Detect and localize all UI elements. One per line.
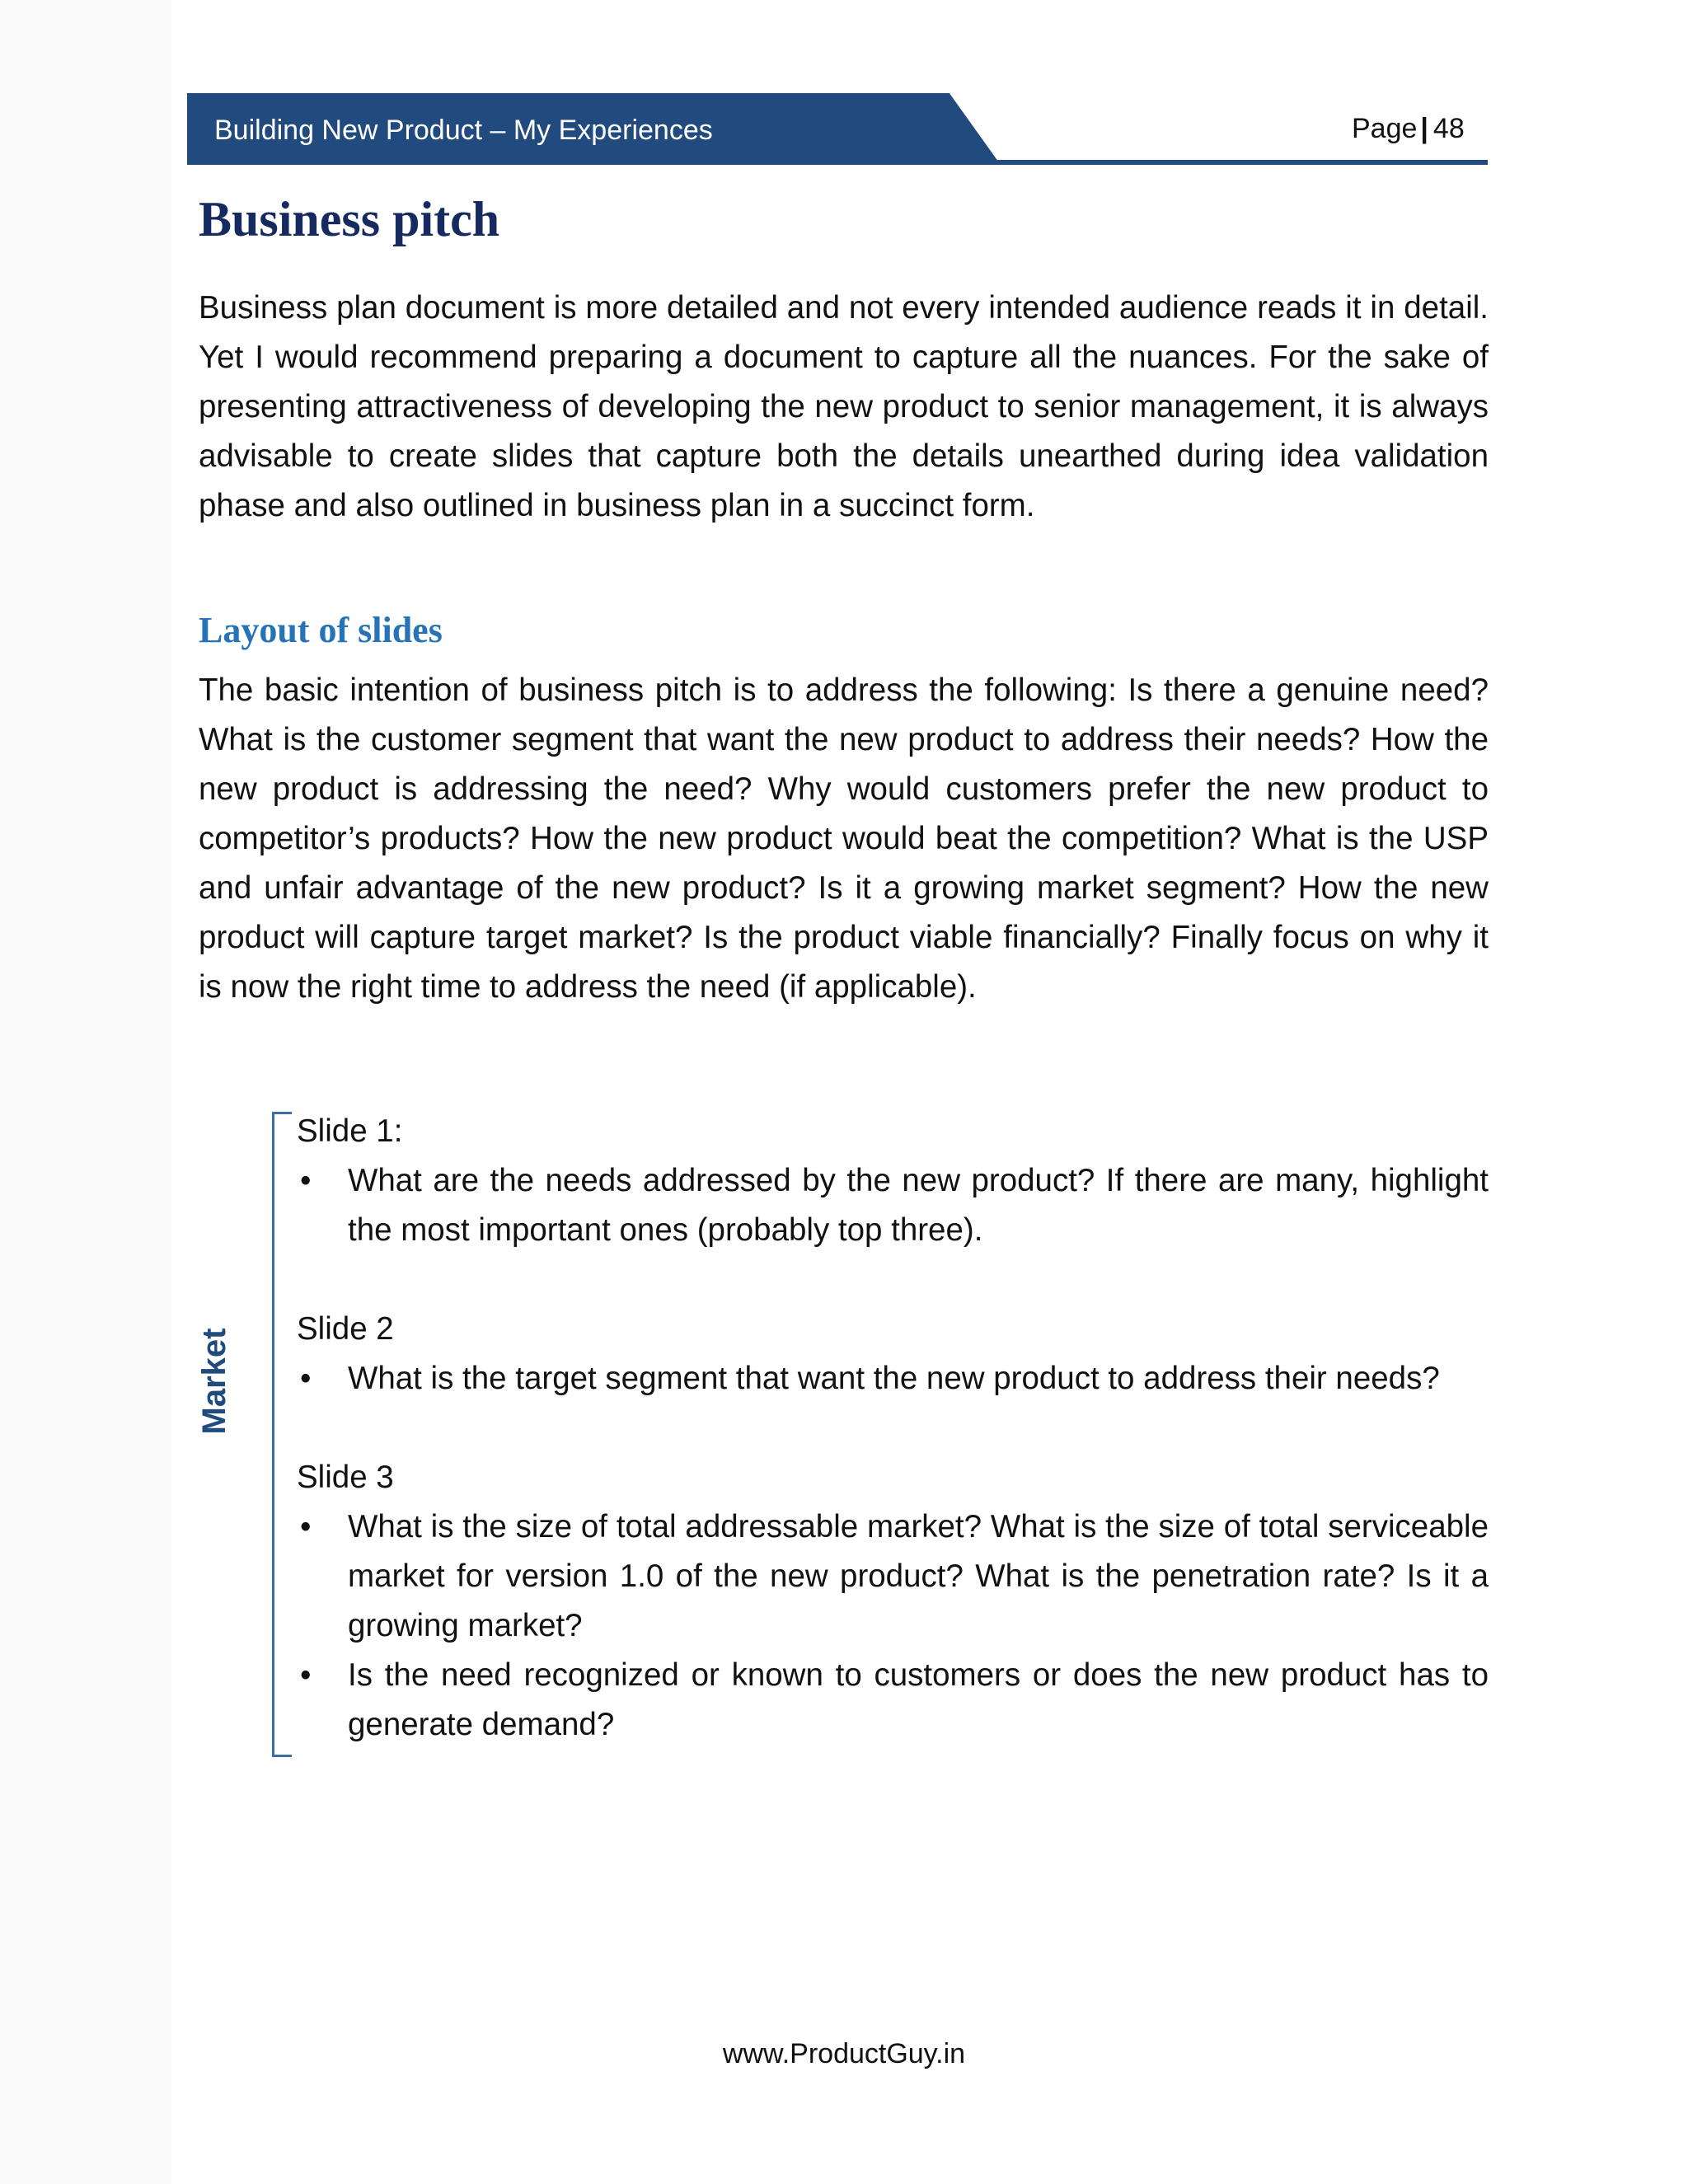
slide-2-heading: Slide 2 — [297, 1311, 394, 1347]
subsection-title: Layout of slides — [199, 610, 443, 650]
market-label-text: Market — [196, 1328, 232, 1435]
bullet-icon: • — [300, 1657, 312, 1693]
bullet-text: What is the target segment that want the new product to address their needs? — [348, 1361, 1440, 1396]
bullet-icon: • — [300, 1361, 312, 1396]
section-title: Business pitch — [199, 192, 500, 246]
bullet-icon: • — [300, 1163, 312, 1198]
bullet-icon: • — [300, 1509, 312, 1544]
page-separator: | — [1420, 113, 1428, 144]
page-number: 48 — [1432, 113, 1465, 144]
slide-2-bullets — [297, 1354, 1489, 1404]
layout-paragraph: The basic intention of business pitch is to address the following: Is there a genuine need? What is the customer segment that want the new product to address their needs? How the new product is addressing the need? Why would customers prefer the new product to competitor’s products? How the new product would beat the competition? What is the USP and unfair advantage of the new product? Is it a growing market segment? How the new product will capture target market? Is the product viable financially? Finally focus on why it is now the right time to address the need (if applicable). — [199, 673, 1489, 1005]
page-margin-shade — [0, 0, 171, 2184]
header-rule — [989, 160, 1488, 165]
bullet-text: What is the size of total addressable market? What is the size of total serviceable market for version 1.0 of the new product? What is the penetration rate? Is it a growing market? — [348, 1509, 1489, 1643]
slide-3-heading: Slide 3 — [297, 1460, 394, 1495]
market-bracket — [272, 1112, 292, 1757]
list-item — [297, 1354, 1489, 1404]
page-number-block — [1352, 110, 1465, 147]
intro-paragraph: Business plan document is more detailed and not every intended audience reads it in detail. Yet I would recommend preparing a document to capture all the nuances. For the sake of presenting attractiveness of developing the new product to senior management, it is always advisable to create slides that capture both the details unearthed during idea validation phase and also outlined in business plan in a succinct form. — [199, 290, 1489, 523]
slide-3-bullets — [297, 1502, 1489, 1750]
page-label: Page — [1352, 113, 1418, 144]
slide-1-bullets — [297, 1156, 1489, 1255]
bullet-text: What are the needs addressed by the new product? If there are many, highlight the most important ones (probably top three). — [348, 1163, 1489, 1248]
slide-1-heading: Slide 1: — [297, 1113, 403, 1149]
list-item — [297, 1651, 1489, 1750]
list-item — [297, 1156, 1489, 1255]
list-item — [297, 1502, 1489, 1651]
running-header-title: Building New Product – My Experiences — [214, 115, 713, 146]
footer-website: www.ProductGuy.in — [722, 2038, 966, 2069]
bullet-text: Is the need recognized or known to customers or does the new product has to generate demand? — [348, 1657, 1489, 1742]
